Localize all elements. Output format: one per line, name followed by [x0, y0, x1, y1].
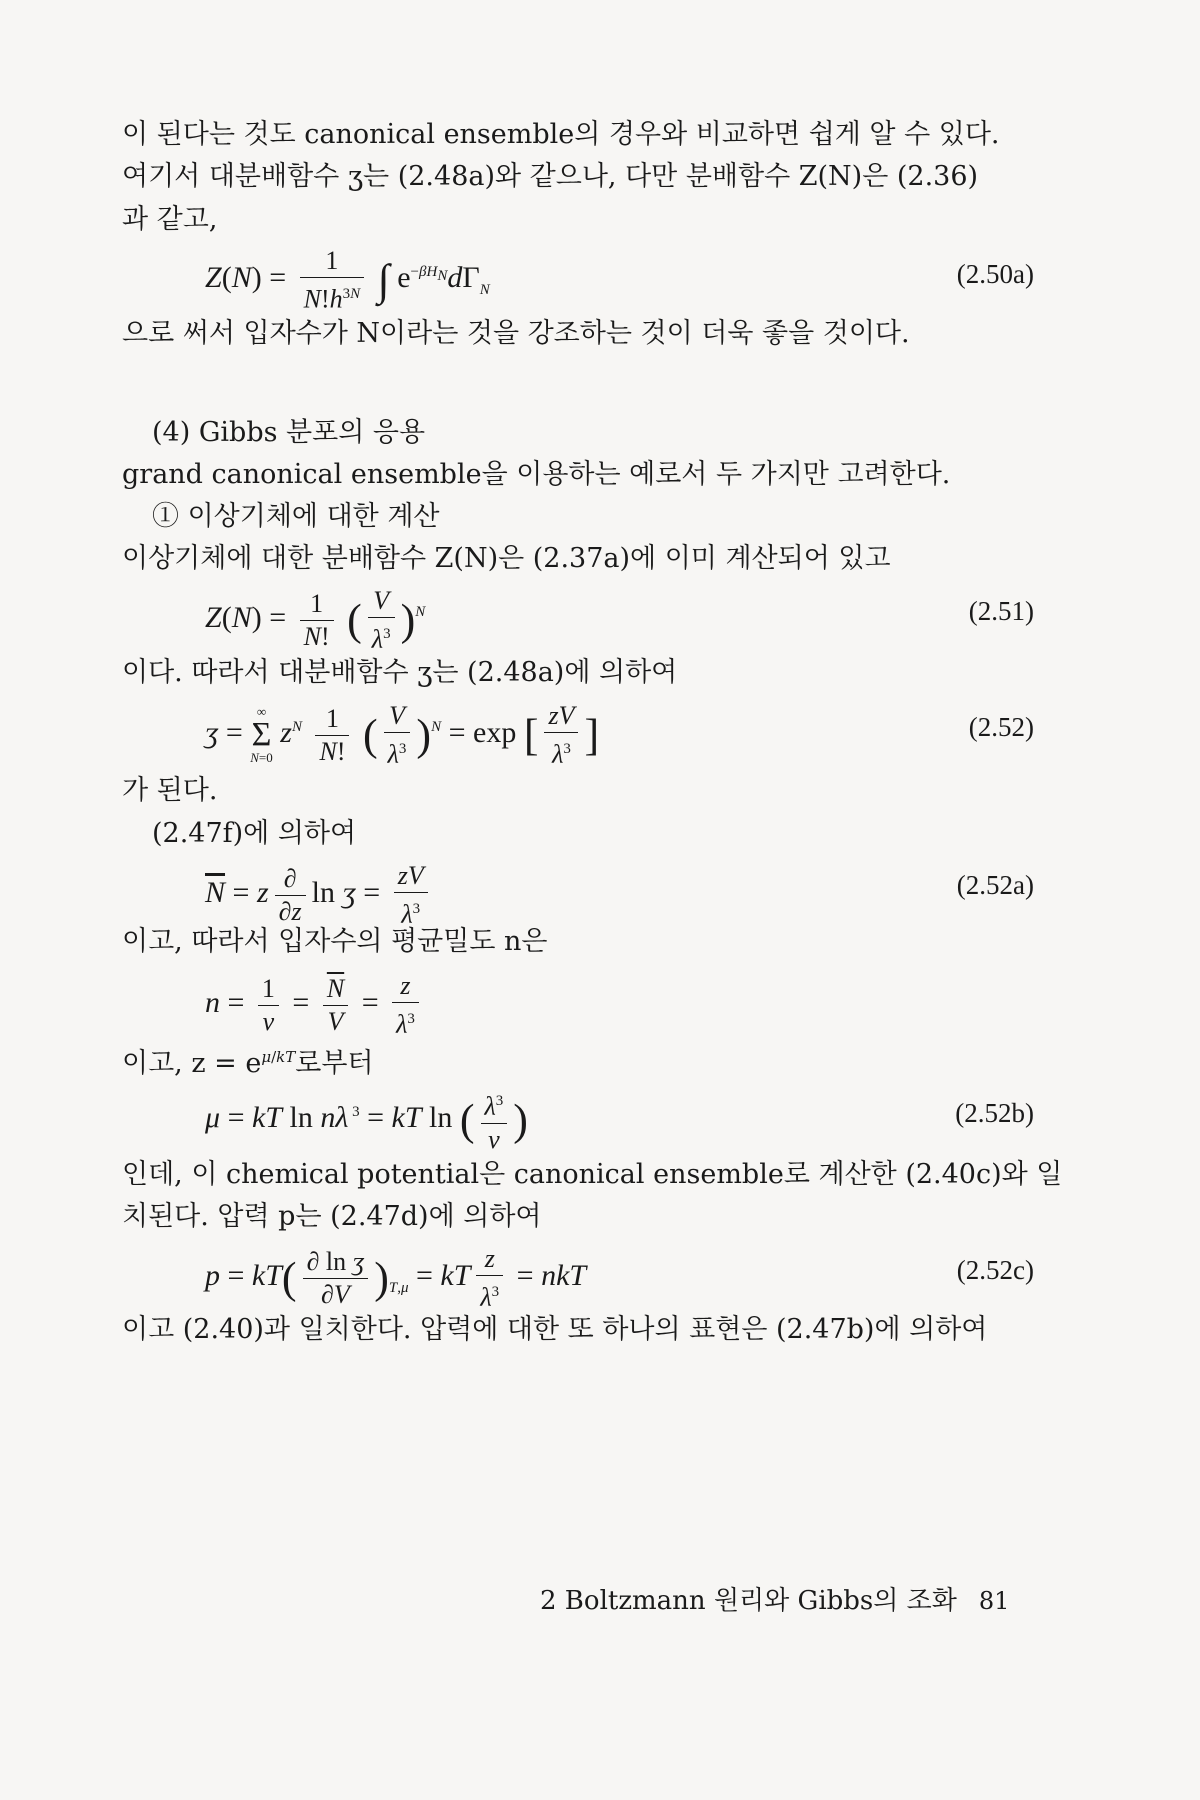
- text-line-13: 이고, $z = e^{\mu/kT}$로부터: [122, 1048, 374, 1079]
- text-line-12: 이고, 따라서 입자수의 평균밀도 n은: [122, 926, 548, 957]
- text-line-16: 이고 (2.40)과 일치한다. 압력에 대한 또 하나의 표현은 (2.47b)에 의하여: [122, 1314, 988, 1345]
- page-number: 81: [978, 1587, 1010, 1615]
- equation-density: n = $\frac{1}{v}$ = $\frac{\overline{N}}{V}$ = $\frac{z}{\lambda^3}$: [205, 970, 425, 1041]
- equation-number-2-52c: (2.52c): [956, 1255, 1034, 1285]
- text-line-6: grand canonical ensemble을 이용하는 예로서 두 가지만 고려한다.: [122, 459, 951, 490]
- equation-number-2-51: (2.51): [968, 596, 1034, 626]
- subsection-heading: ① 이상기체에 대한 계산: [152, 501, 440, 532]
- equation-2-52a: $\overline{N} = z$ $\frac{\partial}{\partial z}$ ln ʒ = $\frac{zV}{\lambda^3}$: [205, 860, 434, 931]
- text-line-13-start: 이고, z = e: [122, 1048, 262, 1079]
- equation-number-2-52: (2.52): [968, 712, 1034, 742]
- text-line-15: 치된다. 압력 p는 (2.47d)에 의하여: [122, 1201, 542, 1232]
- equation-2-52c: p = kT( $\frac{\text{∂ ln ʒ}}{\partial V}$ )$_{T,\mu}$ = kT $\frac{z}{\lambda^3}$ = nkT: [205, 1244, 587, 1312]
- equation-number-2-52b: (2.52b): [955, 1098, 1034, 1128]
- equation-number-2-50a: (2.50a): [956, 259, 1034, 289]
- equation-2-52b: μ = kT ln nλ $^3$ = kT ln ( $\frac{\lambda^3}{v}$ ): [205, 1085, 528, 1156]
- equation-2-50a: Z(N) = $\frac{1}{N!h^{3N}}$ ∫ $e^{-\beta H_N}d\Gamma_N$: [205, 246, 490, 314]
- text-line-2: 여기서 대분배함수 ʒ는 (2.48a)와 같으나, 다만 분배함수 Z(N)은 (2.36): [122, 161, 979, 192]
- text-line-11: (2.47f)에 의하여: [152, 818, 357, 849]
- equation-2-51: Z(N) = $\frac{1}{N!}$ ( $\frac{V}{\lambda^3}$ )$^N$: [205, 586, 426, 654]
- equation-number-2-52a: (2.52a): [956, 870, 1034, 900]
- text-line-10: 가 된다.: [122, 775, 218, 806]
- equation-2-52: ʒ = ∞ Σ N=0 $z^N$ $\frac{1}{N!}$ ( $\frac{V}{\lambda^3}$ )$^N$ = exp [ $\frac{zV}{\lambda^3}$ ]: [205, 701, 600, 769]
- text-line-9: 이다. 따라서 대분배함수 ʒ는 (2.48a)에 의하여: [122, 657, 678, 688]
- running-title: 2 Boltzmann 원리와 Gibbs의 조화: [540, 1586, 957, 1616]
- text-line-8: 이상기체에 대한 분배함수 Z(N)은 (2.37a)에 이미 계산되어 있고: [122, 543, 891, 574]
- section-heading: (4) Gibbs 분포의 응용: [152, 417, 426, 448]
- text-line-14: 인데, 이 chemical potential은 canonical ensemble로 계산한 (2.40c)와 일: [122, 1159, 1063, 1190]
- text-line-3: 과 같고,: [122, 204, 218, 235]
- text-line-4: 으로 써서 입자수가 N이라는 것을 강조하는 것이 더욱 좋을 것이다.: [122, 318, 910, 349]
- text-line-13-end: 로부터: [295, 1048, 374, 1079]
- text-line-1: 이 된다는 것도 canonical ensemble의 경우와 비교하면 쉽게 알 수 있다.: [122, 119, 1000, 150]
- page-footer: [540, 1580, 1009, 1617]
